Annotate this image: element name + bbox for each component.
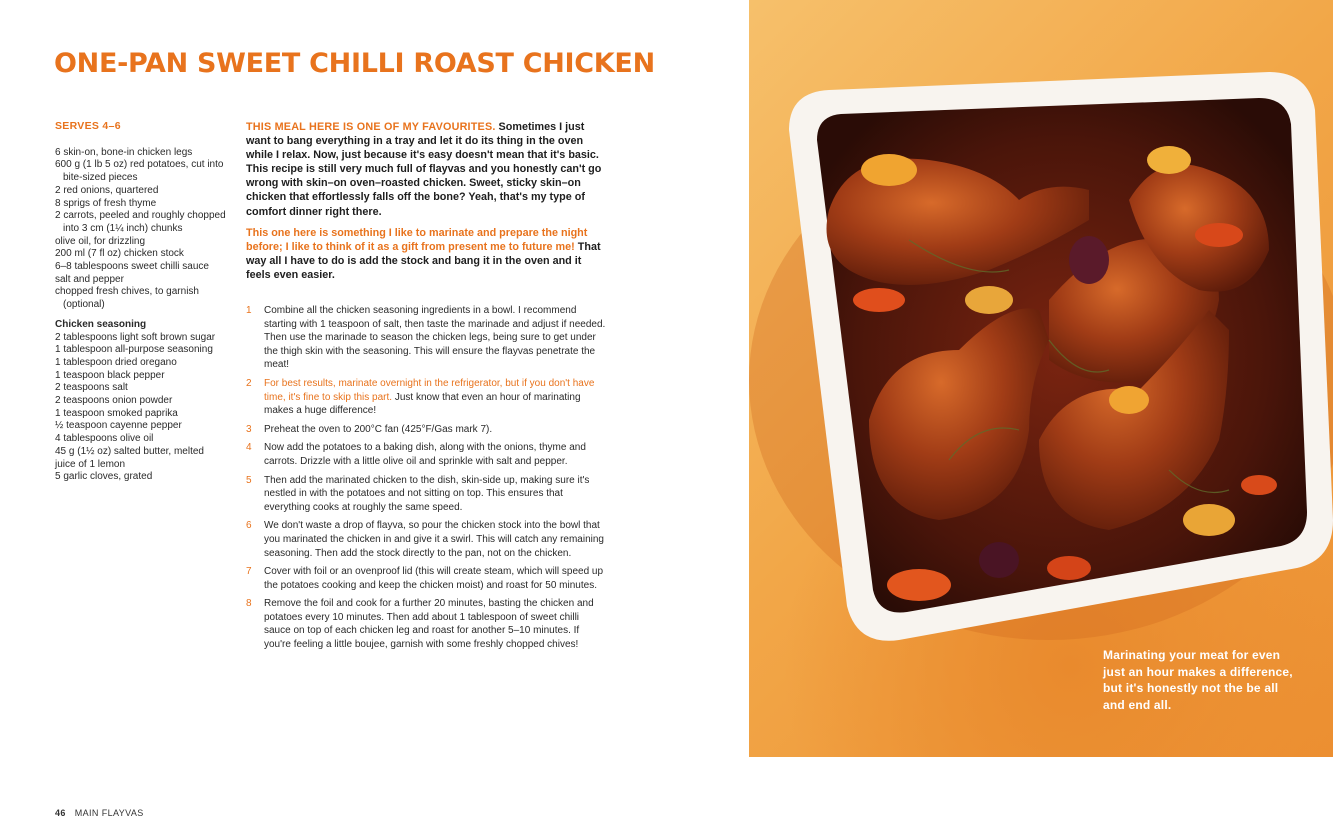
intro-text (246, 120, 608, 289)
ingredient-item: 8 sprigs of fresh thyme (55, 197, 157, 209)
method-step (246, 474, 606, 515)
seasoning-heading: Chicken seasoning (55, 318, 147, 330)
seasoning-item: juice of 1 lemon (55, 458, 126, 470)
seasoning-item: 2 teaspoons salt (55, 382, 128, 394)
recipe-title: ONE-PAN SWEET CHILLI ROAST CHICKEN (54, 48, 655, 79)
ingredient-item: salt and pepper (55, 273, 124, 285)
serves-label: SERVES 4–6 (55, 120, 121, 132)
seasoning-item: ½ teaspoon cayenne pepper (55, 420, 182, 432)
page-footer (55, 808, 144, 818)
step-number: 3 (246, 423, 252, 435)
seasoning-item: 1 teaspoon smoked paprika (55, 407, 178, 419)
step-number: 5 (246, 474, 252, 486)
ingredient-item: chopped fresh chives, to garnish (optional) (55, 286, 199, 311)
seasoning-item: 45 g (1½ oz) salted butter, melted (55, 445, 204, 457)
step-number: 2 (246, 377, 252, 389)
step-number: 4 (246, 442, 252, 454)
roast-chicken-pan-illustration (749, 0, 1333, 757)
seasoning-item: 5 garlic cloves, grated (55, 471, 153, 483)
carrot (853, 288, 905, 312)
method-step (246, 519, 606, 560)
method-step (246, 597, 606, 651)
ingredient-item: 2 carrots, peeled and roughly chopped into 3 cm (1¼ inch) chunks (55, 210, 226, 234)
seasoning-item: 1 tablespoon dried oregano (55, 356, 177, 368)
ingredient-list (55, 147, 235, 312)
step-text: Now add the potatoes to a baking dish, along with the onions, thyme and carrots. Drizzle with a little olive oil and sprinkle with salt and pepper. (264, 442, 586, 467)
step-number: 8 (246, 598, 252, 610)
method-step (246, 423, 606, 437)
intro-lead: THIS MEAL HERE IS ONE OF MY FAVOURITES. (246, 121, 496, 133)
seasoning-list (55, 332, 235, 484)
step-number: 1 (246, 305, 252, 316)
seasoning-item: 2 teaspoons onion powder (55, 395, 173, 407)
recipe-photo (749, 0, 1333, 757)
intro-body: Sometimes I just want to bang everything in a tray and let it do its thing in the oven while I relax. Now, just because it's easy doesn't mean that it's basic. This recipe is still very much full of flayvas and you honestly can't go wrong with skin–on oven–roasted chicken. Sweet, sticky skin–on chicken that effortlessly falls off the bone? Yeah, that's my type of comfort dinner right there. (246, 121, 602, 218)
ingredient-item: olive oil, for drizzling (55, 235, 146, 247)
carrot (1241, 475, 1277, 495)
intro-body-2: That way all I have to do is add the stock and bang it in the oven and it feels even easier. (246, 240, 601, 281)
seasoning-item: 2 tablespoons light soft brown sugar (55, 331, 216, 343)
method-step (246, 565, 606, 592)
step-number: 6 (246, 520, 252, 532)
ingredient-item: 600 g (1 lb 5 oz) red potatoes, cut into bite-sized pieces (55, 159, 224, 184)
potato (861, 154, 917, 186)
section-name: MAIN FLAYVAS (74, 808, 144, 818)
intro-paragraph-1 (246, 120, 608, 219)
seasoning-item: 1 tablespoon all-purpose seasoning (55, 344, 213, 356)
ingredient-item: 2 red onions, quartered (55, 184, 159, 196)
method-steps (246, 304, 606, 657)
step-text: Just know that even an hour of marinating makes a huge difference! (264, 391, 581, 417)
intro-paragraph-2 (246, 226, 608, 282)
step-text: Preheat the oven to 200°C fan (425°F/Gas mark 7). (264, 423, 493, 435)
potato (1183, 504, 1235, 536)
seasoning-item: 1 teaspoon black pepper (55, 369, 165, 381)
photo-caption: Marinating your meat for even just an hour makes a difference, but it's honestly not the be all and end all. (1103, 648, 1293, 712)
seasoning-item: 4 tablespoons olive oil (55, 433, 154, 445)
step-text: Combine all the chicken seasoning ingredients in a bowl. I recommend starting with 1 teaspoon of salt, then taste the marinade and adjust if needed. Then use the marinade to season the chicken legs, being sure to get under the thigh skin with the seasoning. This will ensure the flayvas penetrate the meat! (264, 305, 606, 371)
potato (1147, 146, 1191, 174)
carrot (1047, 556, 1091, 580)
step-highlight: For best results, marinate overnight in the refrigerator, but if you don't have time, it's fine to skip this part. (264, 377, 595, 403)
red-onion (979, 542, 1019, 578)
ingredients-column (55, 120, 235, 484)
step-text: Then add the marinated chicken to the dish, skin-side up, making sure it's nestled in with the potatoes and not sitting on top. This ensures that everything cooks at roughly the same speed. (264, 474, 590, 513)
step-text: Remove the foil and cook for a further 20 minutes, basting the chicken and potatoes every 10 minutes. Then add about 1 tablespoon of sweet chilli sauce on top of each chicken leg and roast for another 5–10 minutes. If you're feeling a little boujee, garnish with some freshly chopped chives! (264, 598, 594, 651)
potato (965, 286, 1013, 314)
red-onion (1069, 236, 1109, 284)
step-number: 7 (246, 566, 252, 578)
step-text: We don't waste a drop of flayva, so pour the chicken stock into the bowl that you marinated the chicken in and give it a swirl. This will catch any remaining seasoning. Then add the stock directly to the pan, not on the chicken. (264, 520, 604, 559)
ingredient-item: 6–8 tablespoons sweet chilli sauce (55, 261, 209, 273)
page-number: 46 (55, 808, 66, 818)
method-step (246, 377, 606, 418)
ingredient-item: 6 skin-on, bone-in chicken legs (55, 146, 193, 158)
ingredient-item: 200 ml (7 fl oz) chicken stock (55, 248, 184, 260)
intro-lead-2: This one here is something I like to marinate and prepare the night before; I like to think of it as a gift from present me to future me! (246, 226, 588, 253)
carrot (1195, 223, 1243, 247)
method-step (246, 304, 606, 372)
step-text: Cover with foil or an ovenproof lid (this will create steam, which will speed up the potatoes cooking and keep the chicken moist) and roast for 50 minutes. (264, 566, 604, 591)
carrot (887, 569, 951, 601)
method-step (246, 441, 606, 468)
potato (1109, 386, 1149, 414)
